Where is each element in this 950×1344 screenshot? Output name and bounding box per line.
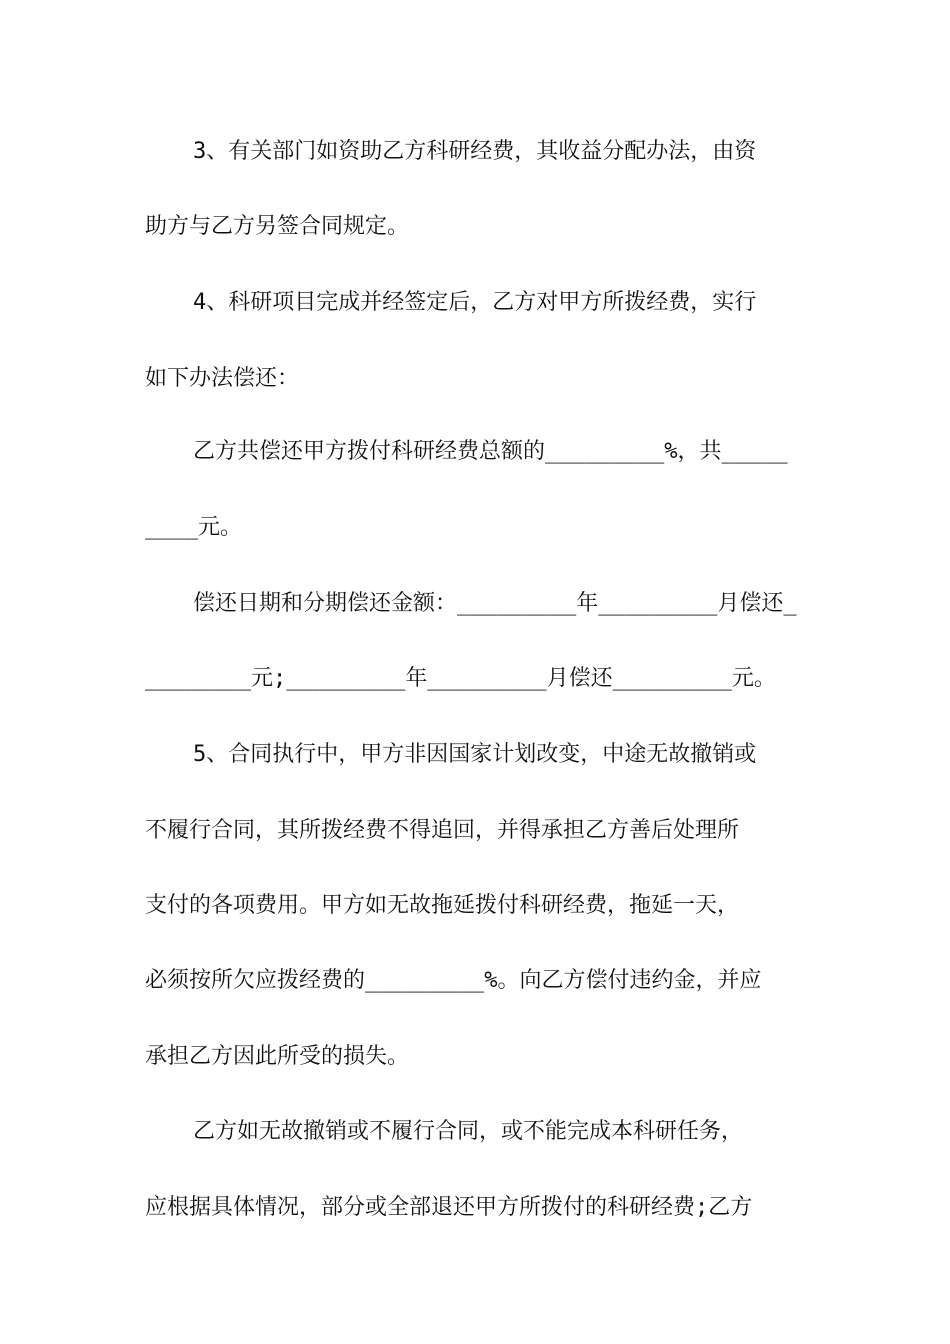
paragraph-5-line-5: 承担乙方因此所受的损失。 [145,1044,410,1069]
repayment-schedule-line-2: ________元;_________年_________月偿还_________元。 [145,666,776,691]
paragraph-3-line-1: 3、有关部门如资助乙方科研经费，其收益分配办法，由资 [193,139,757,164]
paragraph-5-line-1: 5、合同执行中，甲方非因国家计划改变，中途无故撤销或 [193,742,757,767]
paragraph-4-line-1: 4、科研项目完成并经签定后，乙方对甲方所拨经费，实行 [193,290,757,315]
repayment-total-line-1: 乙方共偿还甲方拨付科研经费总额的_________%，共_____ [193,439,788,464]
paragraph-4-line-2: 如下办法偿还： [145,366,300,391]
repayment-schedule-line-1: 偿还日期和分期偿还金额：_________年_________月偿还_ [193,591,797,616]
paragraph-5-line-2: 不履行合同，其所拨经费不得追回，并得承担乙方善后处理所 [145,818,740,843]
paragraph-5-line-4: 必须按所欠应拨经费的_________%。向乙方偿付违约金，并应 [145,968,762,993]
paragraph-3-line-2: 助方与乙方另签合同规定。 [145,214,410,239]
party-b-breach-line-1: 乙方如无故撤销或不履行合同，或不能完成本科研任务， [193,1119,744,1144]
repayment-total-line-2: ____元。 [145,515,242,540]
paragraph-5-line-3: 支付的各项费用。甲方如无故拖延拨付科研经费，拖延一天， [145,893,740,918]
party-b-breach-line-2: 应根据具体情况，部分或全部退还甲方所拨付的科研经费;乙方 [145,1195,753,1220]
